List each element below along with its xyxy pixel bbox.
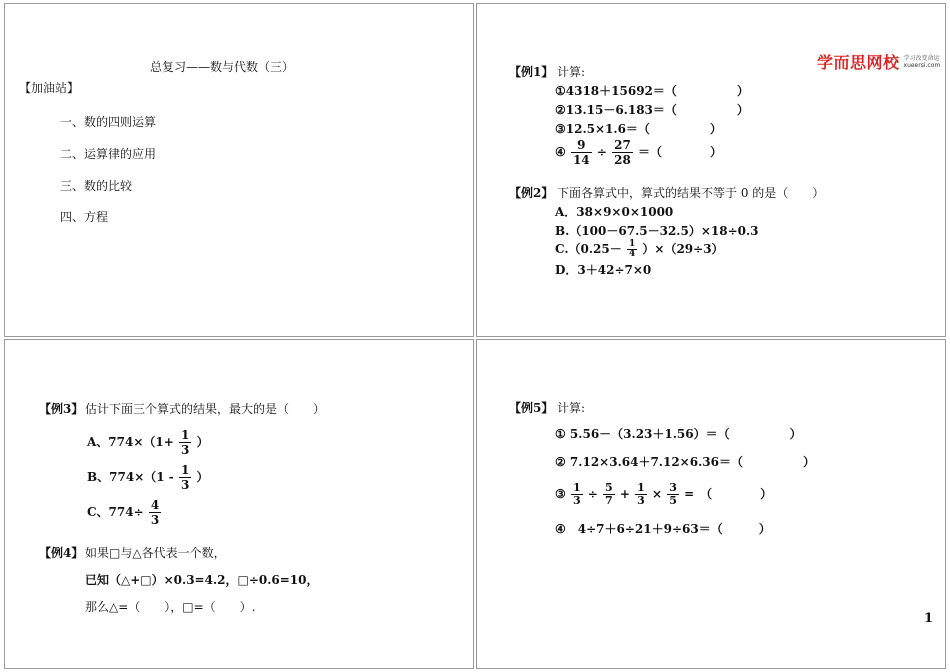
outline-item-4: 四、方程 (60, 210, 109, 224)
example-5-prompt: 计算: (557, 401, 586, 415)
q4-suffix: ＝（ ） (637, 145, 722, 159)
fraction-denominator: 5 (669, 494, 677, 507)
fraction-numerator: 9 (577, 138, 586, 152)
fraction-denominator: 3 (180, 478, 190, 492)
fraction-numerator: 3 (669, 481, 677, 494)
fraction-denominator: 14 (572, 153, 590, 167)
example-2-option-c (555, 238, 724, 260)
example-2-prompt: 下面各算式中，算式的结果不等于 0 的是（ ） (557, 186, 825, 200)
fraction-denominator: 3 (572, 494, 581, 507)
outline-item-1: 一、数的四则运算 (60, 115, 157, 129)
fraction-numerator: 5 (605, 481, 613, 494)
example-1-q4 (555, 137, 722, 167)
fraction-1-3 (179, 463, 191, 492)
outline-item-2: 二、运算律的应用 (60, 147, 157, 161)
fraction-9-14 (571, 138, 592, 167)
fraction-denominator: 7 (605, 494, 613, 507)
multiplication-sign: × (651, 487, 663, 501)
fraction-denominator: 4 (628, 249, 636, 259)
q3-suffix: = （ ） (684, 487, 773, 501)
option-a-suffix: ） (196, 435, 209, 449)
example-4-line-1: 如果□与△各代表一个数， (85, 546, 226, 560)
fraction-numerator: 1 (180, 463, 190, 477)
option-c-suffix: ）×（29÷3） (642, 242, 724, 256)
logo-wordmark: 学而思网校 (817, 53, 900, 72)
fraction-4-3 (149, 498, 161, 527)
fraction-1-4 (627, 240, 637, 259)
fraction-denominator: 3 (150, 513, 160, 527)
example-5-label: 【例5】 (509, 401, 554, 415)
logo-tagline: 学习改变命运 (903, 54, 940, 62)
fraction-numerator: 1 (637, 481, 645, 494)
page-number: 1 (923, 611, 933, 626)
option-b-suffix: ） (196, 470, 209, 484)
example-5-q1: ① 5.56－（3.23＋1.56）＝（ ） (555, 427, 802, 441)
logo-url: xueersi.com (903, 61, 941, 69)
example-5-q3 (555, 478, 772, 510)
logo-side (904, 55, 941, 69)
fraction-1-3 (571, 482, 583, 507)
fraction-numerator: 27 (614, 138, 631, 152)
example-5-q4: ④ 4÷7＋6÷21＋9÷63＝（ ） (555, 522, 771, 536)
fraction-numerator: 4 (150, 498, 160, 512)
outline-item-3: 三、数的比较 (60, 179, 133, 193)
fraction-denominator: 28 (614, 153, 631, 167)
example-4-line-2: 已知（△+□）×0.3=4.2，□÷0.6=10， (85, 573, 319, 587)
fraction-1-3 (179, 428, 191, 457)
example-1-q3: ③12.5×1.6＝（ ） (555, 122, 722, 136)
example-1-q2: ②13.15－6.183＝（ ） (555, 103, 749, 117)
example-2-option-a: A．38×9×0×1000 (555, 205, 674, 219)
fraction-numerator: 1 (572, 481, 581, 494)
fraction-numerator: 1 (628, 239, 636, 249)
panel-examples-3-4 (4, 339, 474, 669)
panel-example-5 (476, 339, 946, 669)
option-a-prefix: A、774×（1+ (87, 435, 174, 449)
page-title: 总复习——数与代数（三） (150, 60, 295, 74)
example-3-option-c (87, 496, 162, 528)
fraction-1-3 (635, 482, 647, 507)
example-5-q2: ② 7.12×3.64＋7.12×6.36＝（ ） (555, 455, 815, 469)
example-3-label: 【例3】 (39, 402, 84, 416)
example-3-option-b (87, 461, 209, 493)
fraction-3-5 (667, 482, 679, 507)
xueersi-logo (817, 50, 940, 73)
fraction-denominator: 3 (181, 443, 190, 457)
fraction-5-7 (603, 482, 615, 507)
fraction-numerator: 1 (181, 428, 190, 442)
q4-prefix: ④ (555, 145, 566, 159)
option-c-prefix: C、774÷ (87, 505, 144, 519)
panel-examples-1-2 (476, 3, 946, 337)
fraction-27-28 (612, 138, 633, 167)
example-2-label: 【例2】 (509, 186, 554, 200)
example-1-label: 【例1】 (509, 65, 554, 79)
fraction-denominator: 3 (637, 494, 645, 507)
example-1-q1: ①4318＋15692＝（ ） (555, 84, 749, 98)
panel-review-outline (4, 3, 474, 337)
example-3-option-a (87, 426, 209, 458)
example-2-option-d: D．3＋42÷7×0 (555, 263, 652, 277)
example-1-prompt: 计算: (557, 65, 586, 79)
division-sign: ÷ (587, 487, 598, 501)
example-4-line-3: 那么△=（ ），□=（ ）. (85, 600, 256, 614)
q3-prefix: ③ (555, 487, 566, 501)
plus-sign: + (619, 487, 630, 501)
section-heading: 【加油站】 (19, 81, 80, 95)
option-c-prefix: C.（0.25－ (555, 242, 622, 256)
option-b-prefix: B、774×（1 - (87, 470, 174, 484)
division-sign: ÷ (596, 145, 607, 159)
example-2-option-b: B.（100－67.5－32.5）×18÷0.3 (555, 224, 759, 238)
example-4-label: 【例4】 (39, 546, 84, 560)
example-3-prompt: 估计下面三个算式的结果，最大的是（ ） (85, 402, 326, 416)
